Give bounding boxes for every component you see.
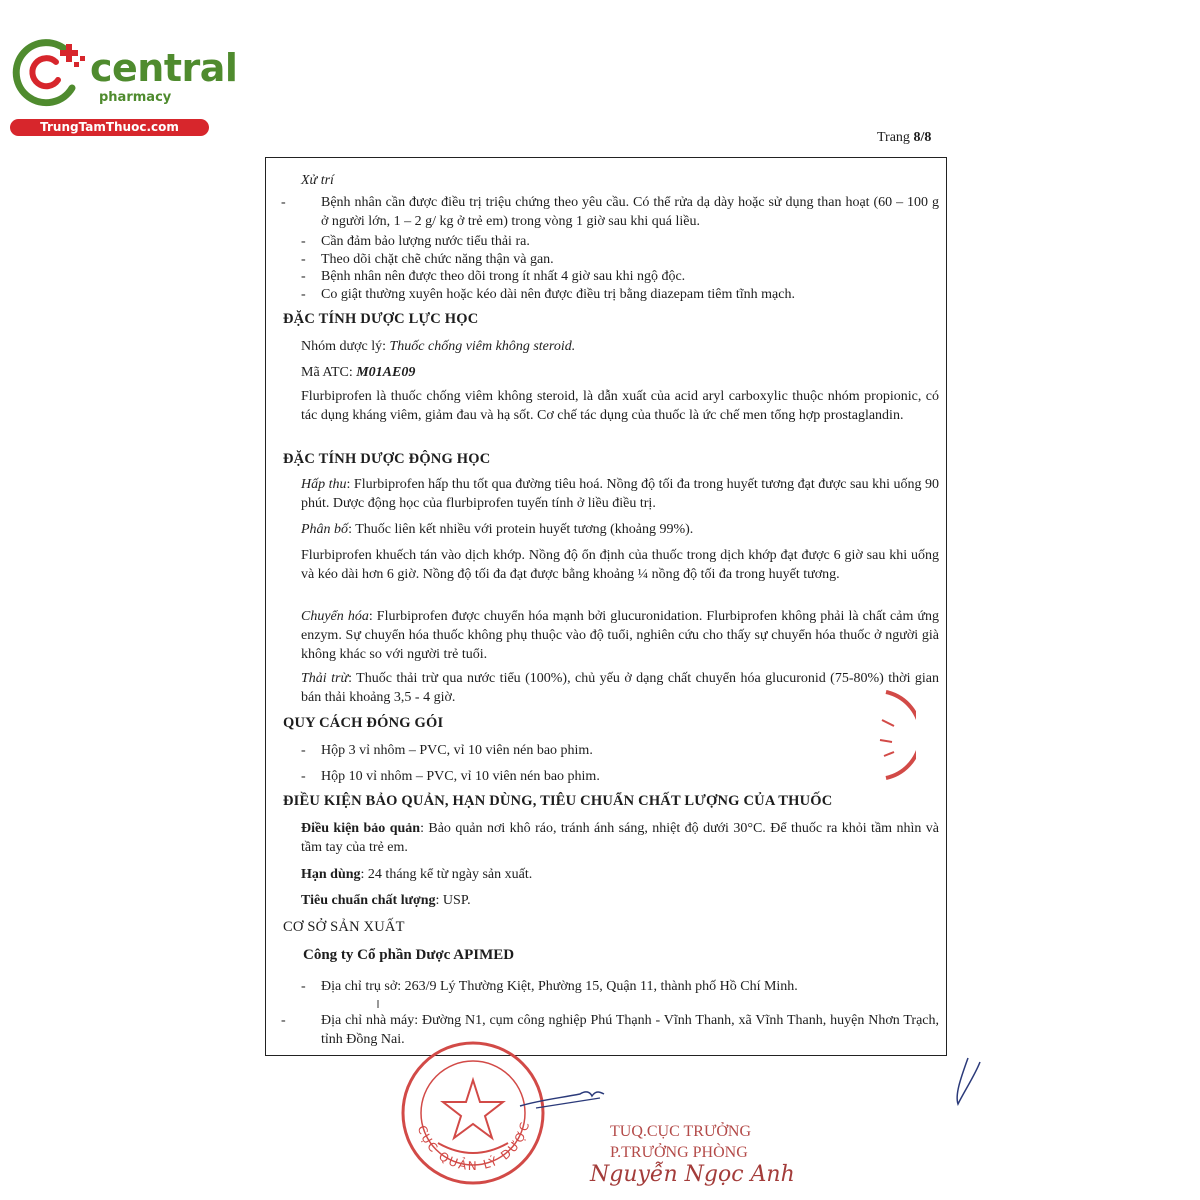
shelf-life: Hạn dùng: 24 tháng kể từ ngày sản xuất.	[301, 867, 533, 882]
pharmacodynamics-description: Flurbiprofen là thuốc chống viêm không steroid, là dẫn xuất của acid aryl carboxylic thuộc nhóm propionic, có tác dụng kháng viêm, giảm đau và hạ sốt. Cơ chế tác dụng của thuốc là ức chế men tổng hợp prostaglandin.	[301, 389, 939, 423]
overdose-item: - Co giật thường xuyên hoặc kéo dài nên được điều trị bằng diazepam tiêm tĩnh mạch.	[301, 287, 795, 302]
heading-pharmacokinetics: ĐẶC TÍNH DƯỢC ĐỘNG HỌC	[283, 451, 491, 467]
heading-manufacturer: CƠ SỞ SẢN XUẤT	[283, 919, 405, 935]
central-pharmacy-logo	[10, 36, 238, 136]
official-seal-icon	[398, 1038, 548, 1188]
overdose-title: Xử trí	[301, 173, 334, 188]
logo-website[interactable]: TrungTamThuoc.com	[10, 119, 209, 136]
signer-title-2: P.TRƯỞNG PHÒNG	[610, 1144, 748, 1161]
svg-text:CỤC QUẢN LÝ DƯỢC	[415, 1119, 533, 1173]
factory-address: - Địa chỉ nhà máy: Đường N1, cụm công nghiệp Phú Thạnh - Vĩnh Thanh, xã Vĩnh Thanh, huyện Nhơn Trạch, tỉnh Đồng Nai.	[281, 1013, 939, 1047]
overdose-item: - Bệnh nhân cần được điều trị triệu chứng theo yêu cầu. Có thể rửa dạ dày hoặc sử dụng than hoạt (60 – 100 g ở người lớn, 1 – 2 g/ kg ở trẻ em) trong vòng 1 giờ sau khi quá liều.	[281, 195, 939, 229]
heading-storage: ĐIỀU KIỆN BẢO QUẢN, HẠN DÙNG, TIÊU CHUẨN CHẤT LƯỢNG CỦA THUỐC	[283, 793, 833, 809]
distribution-paragraph: Phân bố: Thuốc liên kết nhiều với protein huyết tương (khoảng 99%).	[301, 522, 694, 537]
page-number	[877, 130, 931, 146]
page-label: Trang	[877, 130, 910, 145]
partial-seal-icon	[876, 690, 916, 780]
logo-brand: central	[90, 46, 238, 90]
seal-text: CỤC QUẢN LÝ DƯỢC	[414, 1118, 533, 1174]
metabolism-paragraph: Chuyển hóa: Flurbiprofen được chuyển hóa mạnh bởi glucuronidation. Flurbiprofen không phải là chất cảm ứng enzym. Sự chuyển hóa thuốc không phụ thuộc vào độ tuổi, nghiên cứu cho thấy sự chuyển hóa thuốc ở người già không khác so với người trẻ tuổi.	[301, 609, 940, 662]
quality-standard: Tiêu chuẩn chất lượng: USP.	[301, 893, 471, 908]
page-count: 8/8	[913, 130, 932, 145]
company-name: Công ty Cổ phần Dược APIMED	[303, 947, 515, 963]
overdose-item: - Cần đảm bảo lượng nước tiểu thải ra.	[301, 234, 530, 249]
atc-code: Mã ATC: M01AE09	[301, 365, 416, 380]
signer-name: Nguyễn Ngọc Anh	[590, 1162, 795, 1187]
pharmacological-group: Nhóm dược lý: Thuốc chống viêm không steroid.	[301, 339, 576, 354]
signer-title-1: TUQ.CỤC TRƯỞNG	[610, 1123, 752, 1140]
logo-mark-icon	[10, 36, 90, 111]
absorption-paragraph: Hấp thu: Flurbiprofen hấp thu tốt qua đường tiêu hoá. Nồng độ tối đa trong huyết tương đạt được sau khi uống 90 phút. Dược động học của flurbiprofen tuyến tính ở liều điều trị.	[301, 477, 940, 511]
synovial-paragraph: Flurbiprofen khuếch tán vào dịch khớp. Nồng độ ổn định của thuốc trong dịch khớp đạt được 6 giờ sau khi uống và kéo dài hơn 6 giờ. Nồng độ tối đa đạt được bằng khoảng ¼ nồng độ tối đa trong huyết tương.	[301, 548, 939, 582]
office-address: - Địa chỉ trụ sở: 263/9 Lý Thường Kiệt, Phường 15, Quận 11, thành phố Hồ Chí Minh.	[301, 979, 798, 994]
overdose-item: - Bệnh nhân nên được theo dõi trong ít nhất 4 giờ sau khi ngộ độc.	[301, 269, 686, 284]
storage-conditions: Điều kiện bảo quản: Bảo quản nơi khô ráo, tránh ánh sáng, nhiệt độ dưới 30°C. Để thuốc ra khỏi tầm nhìn và tầm tay của trẻ em.	[301, 821, 939, 855]
overdose-item: - Theo dõi chặt chẽ chức năng thận và gan.	[301, 252, 554, 267]
excretion-paragraph: Thải trừ: Thuốc thải trừ qua nước tiểu (100%), chủ yếu ở dạng chất chuyển hóa glucuronid (75-80%) thời gian bán thải khoảng 3,5 - 4 giờ.	[301, 671, 939, 705]
heading-packaging: QUY CÁCH ĐÓNG GÓI	[283, 715, 444, 731]
packaging-item: - Hộp 3 vỉ nhôm – PVC, vỉ 10 viên nén bao phim.	[301, 743, 593, 758]
logo-subtitle: pharmacy	[99, 90, 172, 105]
heading-pharmacodynamics: ĐẶC TÍNH DƯỢC LỰC HỌC	[283, 311, 479, 327]
packaging-item: - Hộp 10 vỉ nhôm – PVC, vỉ 10 viên nén bao phim.	[301, 769, 600, 784]
